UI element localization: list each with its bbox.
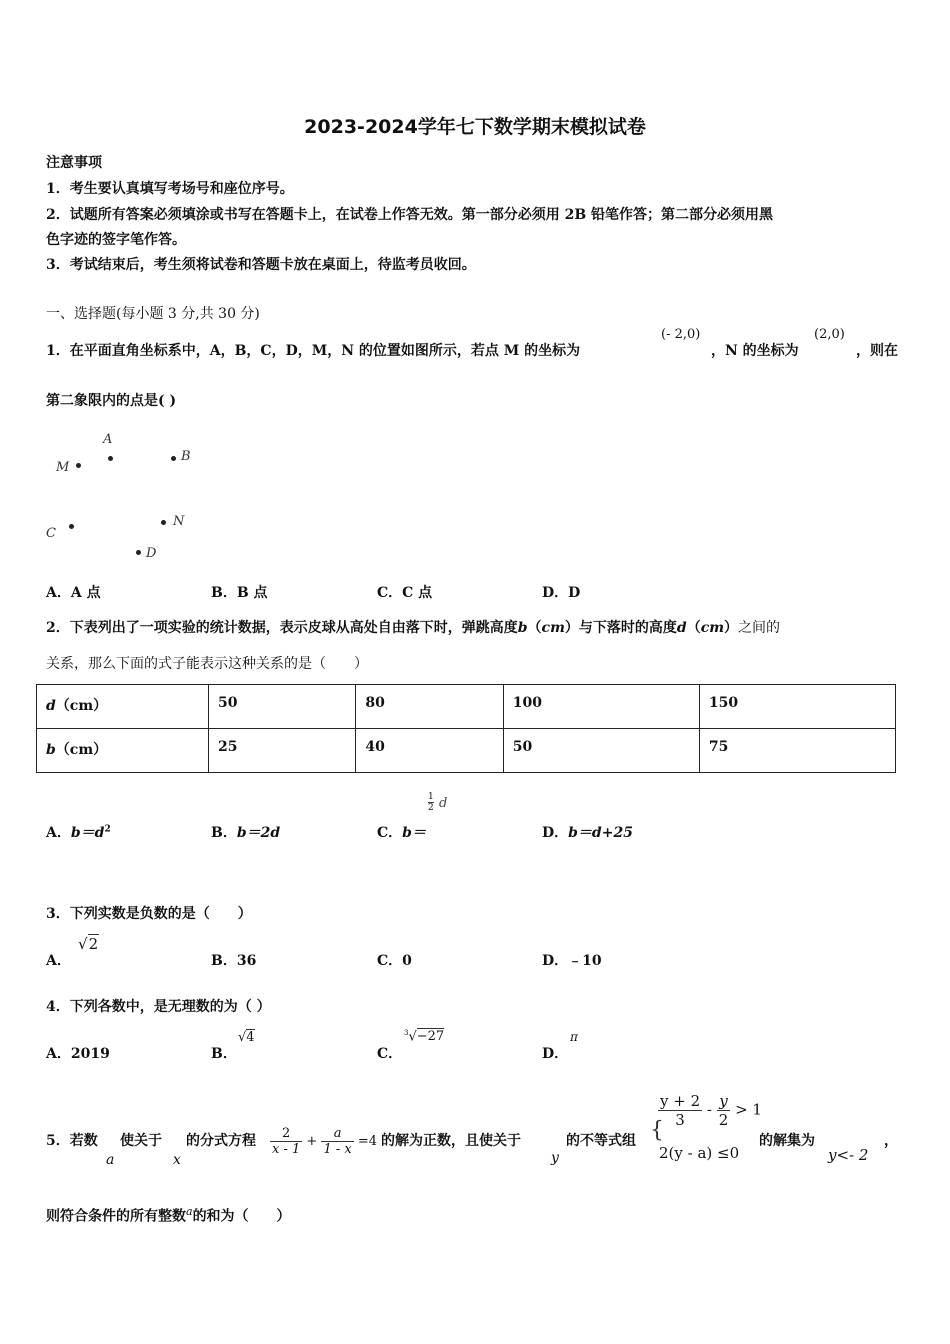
q4-option-b: B． [211,1046,237,1062]
q2-line1-b: 与下落时的高度 [578,620,677,636]
q1-option-a: A．A 点 [46,585,101,601]
q1-coord-n: (2,0) [814,327,845,342]
q3-option-b: B．36 [211,953,257,969]
q4-option-c-cbrt: $^3$√−27 [404,1029,445,1045]
q1-option-c: C．C 点 [377,585,433,601]
q4-option-d-pi: π [570,1030,578,1044]
q5-p5: 的不等式组 [566,1133,636,1149]
q1-coord-m: (- 2,0) [661,327,701,342]
point-b-label: B [181,449,191,464]
table-cell: 25 [209,729,356,773]
q4-text: 4．下列各数中，是无理数的为（ ） [46,999,271,1015]
q1-text-b: ，N 的坐标为 [711,343,799,359]
q4-option-b-sqrt: √4 [238,1030,255,1045]
table-row [37,685,896,729]
table-row-label: b（cm） [37,729,209,773]
q2-line2: 关系，那么下面的式子能表示这种关系的是（ ） [46,656,368,672]
q5-var-x: x [173,1152,181,1168]
table-row-label: d（cm） [37,685,209,729]
q2-option-b: B．b＝2d [211,825,281,841]
notice-item: 3．考试结束后，考生须将试卷和答题卡放在桌面上，待监考员收回。 [46,257,476,273]
q2-unit: cm [700,620,725,636]
table-cell: 80 [356,685,503,729]
table-row [37,729,896,773]
q5-brace: { [650,1118,664,1143]
q2-close: ） [724,620,739,636]
q2-option-c-var: d [439,796,448,811]
point-n [161,520,166,525]
table-cell: 40 [356,729,503,773]
q3-option-c: C．0 [377,953,412,969]
q2-option-a: A．$b=d^2$ [46,824,111,841]
q2-var-b: b [517,620,528,636]
q1-option-d: D．D [542,585,581,601]
q4-option-d: D． [542,1046,569,1062]
point-m-label: M [56,460,70,475]
q4-option-a: A．2019 [46,1046,110,1062]
q5-line2: 则符合条件的所有整数$^a$的和为（ ） [46,1205,291,1225]
q5-inequality-1: $\frac{y + 2}{3}$ - $\frac{y}{2}$ > 1 [660,1092,762,1129]
q2-line1-c: 之间的 [738,620,781,636]
table-cell: 75 [699,729,895,773]
q1-option-b: B．B 点 [211,585,268,601]
q2-line1 [46,617,780,637]
point-m [76,463,81,468]
q5-p4: 的解为正数，且使关于 [381,1133,521,1149]
q5-equation: $\frac{2}{x - 1}$ + $\frac{a}{1 - x}$ =4 [272,1126,378,1157]
q3-option-a-sqrt: √2 [78,935,99,953]
point-b [171,456,176,461]
point-n-label: N [173,514,185,529]
q2-option-c: C．b＝ [377,825,426,841]
notice-item: 色字迹的签字笔作答。 [46,232,186,248]
point-c [69,524,74,529]
q1-line2: 第二象限内的点是( ) [46,393,177,409]
q2-var-d: d [676,620,687,636]
q2-close: ） [564,620,579,636]
table-cell: 100 [503,685,699,729]
q3-text: 3．下列实数是负数的是（ ） [46,906,252,922]
point-a-label: A [103,432,113,447]
q5-solution: y<- 2 [828,1146,869,1164]
table-cell: 150 [699,685,895,729]
point-c-label: C [46,526,56,541]
section-heading: 一、选择题(每小题 3 分,共 30 分) [46,306,260,322]
q5-p1: 5．若数 [46,1133,98,1149]
q2-option-d: D．b＝d+25 [542,825,633,841]
notice-item: 1．考生要认真填写考场号和座位序号。 [46,181,294,197]
q4-option-c: C． [377,1046,403,1062]
q2-open: （ [686,620,701,636]
q5-p3: 的分式方程 [186,1133,256,1149]
q5-p6: 的解集为 [759,1133,815,1149]
q3-option-d: D．﹣10 [542,953,602,969]
q2-line1-a: 2．下表列出了一项实验的统计数据，表示皮球从高处自由落下时，弹跳高度 [46,620,518,636]
data-table [36,684,896,773]
notice-item: 2．试题所有答案必须填涂或书写在答题卡上，在试卷上作答无效。第一部分必须用 2B 铅笔作答；第二部分必须用黑 [46,207,774,223]
q1-text-c: ，则在 [856,343,898,359]
q1-text-a: 1．在平面直角坐标系中，A，B，C，D，M，N 的位置如图所示，若点 M 的坐标为 [46,343,581,359]
q3-option-a: A． [46,953,71,969]
table-cell: 50 [503,729,699,773]
q1-figure [40,428,240,568]
notice-heading: 注意事项 [46,155,102,171]
point-d [136,550,141,555]
page-title: 2023-2024学年七下数学期末模拟试卷 [304,116,646,138]
q5-p2: 使关于 [120,1133,162,1149]
q2-unit: cm [541,620,565,636]
table-cell: 50 [209,685,356,729]
q5-inequality-2: 2(y - a) ≤0 [659,1144,740,1162]
q5-comma: ， [884,1133,898,1149]
point-d-label: D [146,546,157,561]
point-a [108,456,113,461]
q5-var-y: y [551,1150,559,1166]
q2-option-c-fraction: 1 2 [428,792,434,813]
q5-var-a: a [106,1152,115,1168]
q2-open: （ [527,620,542,636]
